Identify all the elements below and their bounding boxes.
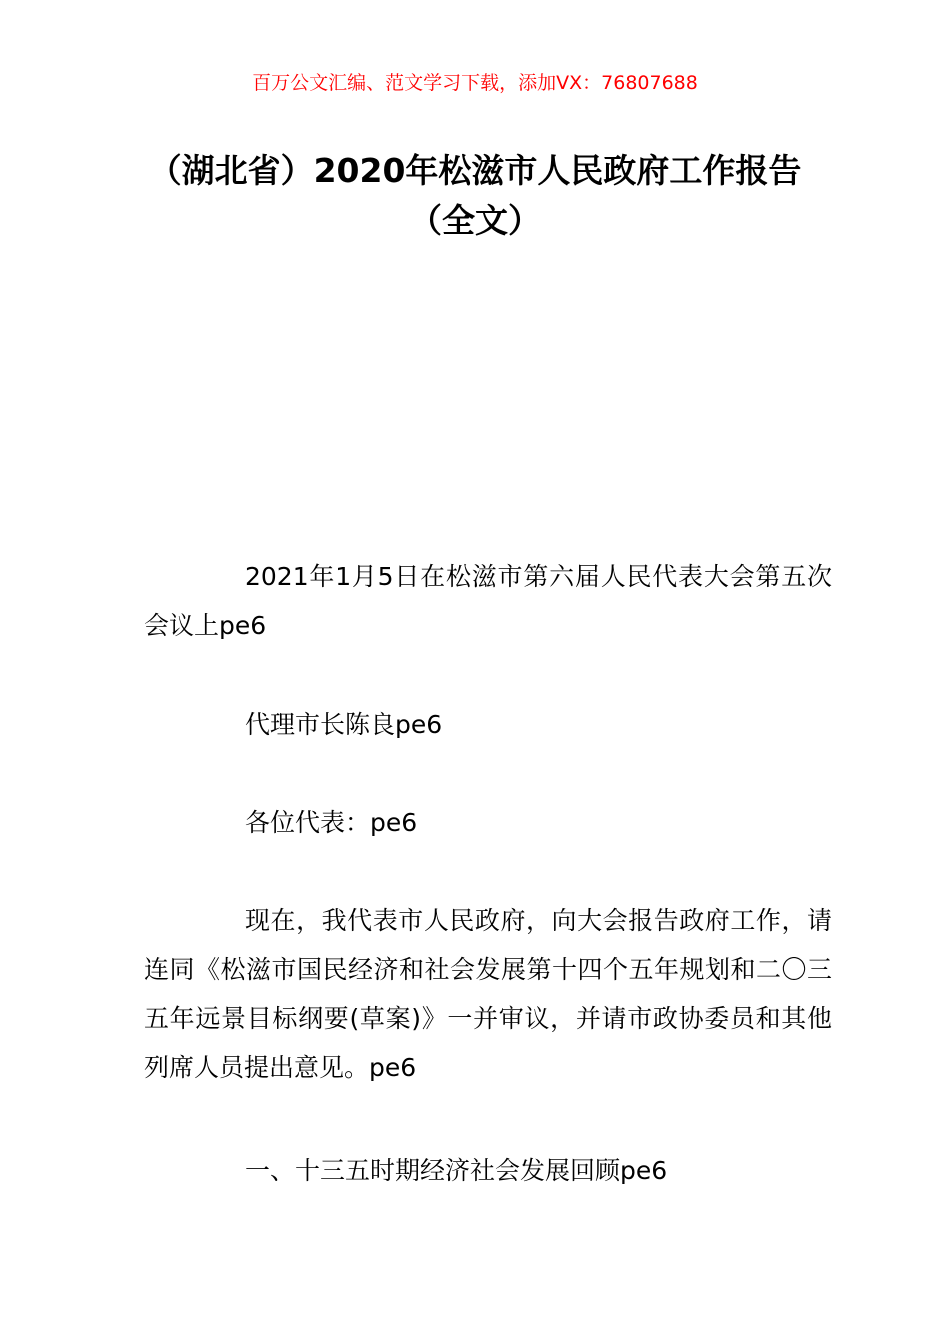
paragraph-intro: 现在，我代表市人民政府，向大会报告政府工作，请连同《松滋市国民经济和社会发展第十四个五年规划和二〇三五年远景目标纲要(草案)》一并审议，并请市政协委员和其他列席人员提出意见。pe6 — [144, 906, 832, 1082]
section-heading-1: 一、十三五时期经济社会发展回顾pe6 — [245, 1156, 668, 1185]
document-title: （湖北省）2020年松滋市人民政府工作报告（全文） — [148, 151, 802, 240]
paragraph-speaker: 代理市长陈良pe6 — [245, 710, 443, 739]
header-promo-note: 百万公文汇编、范文学习下载，添加VX：76807688 — [252, 72, 698, 94]
paragraph-date-line: 2021年1月5日在松滋市第六届人民代表大会第五次会议上pe6 — [144, 562, 832, 640]
paragraph-greeting: 各位代表：pe6 — [245, 808, 418, 837]
